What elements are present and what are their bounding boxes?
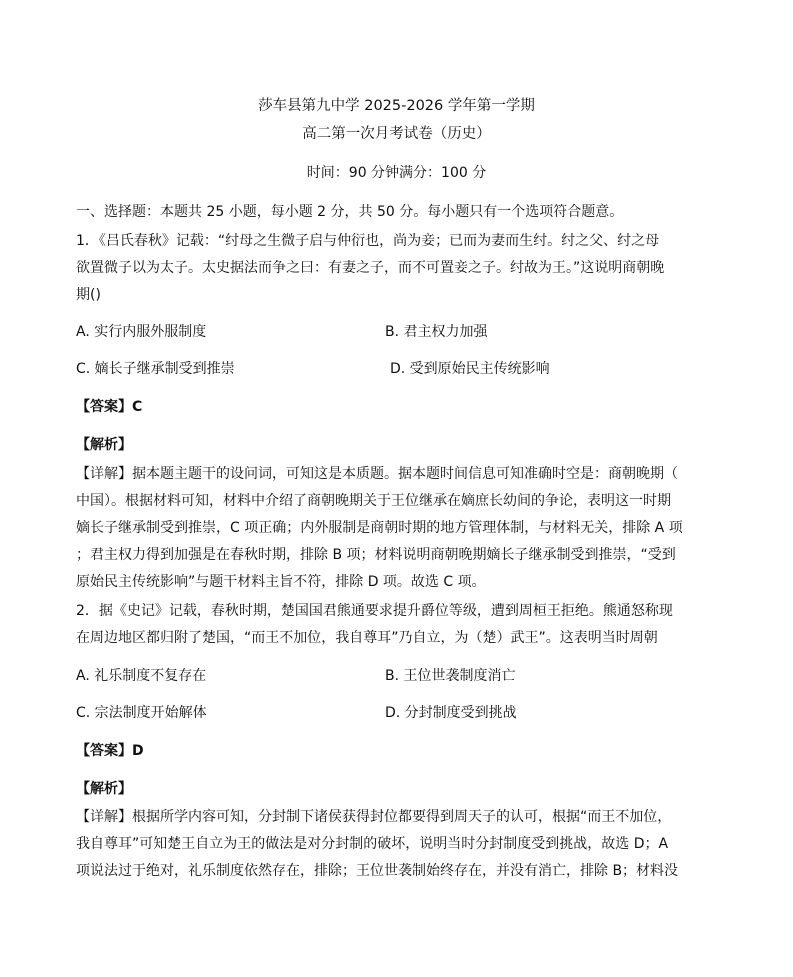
- q1-option-b: B. 君主权力加强: [385, 324, 488, 340]
- q1-stem-line-1: 1．《吕氏春秋》记载：“纣母之生微子启与仲衍也，尚为妾；已而为妻而生纣。纣之父、纣之母: [76, 233, 660, 249]
- q2-detail-line-1: 【详解】根据所学内容可知，分封制下诸侯获得封位都要得到周天子的认可，根据“而王不加位，: [76, 809, 672, 825]
- q2-option-c: C. 宗法制度开始解体: [76, 705, 207, 721]
- q2-option-d: D. 分封制度受到挑战: [385, 705, 517, 721]
- q1-detail-line-3: 嫡长子继承制受到推崇，C 项正确；内外服制是商朝时期的地方管理体制，与材料无关，排除 A 项: [76, 520, 683, 536]
- q2-detail-line-2: 我自尊耳”可知楚王自立为王的做法是对分封制的破坏，说明当时分封制度受到挑战，故选 D；A: [76, 836, 669, 852]
- q1-option-c: C. 嫡长子继承制受到推崇: [76, 361, 235, 377]
- q2-stem-line-2: 在周边地区都归附了楚国，“而王不加位，我自尊耳”乃自立，为（楚）武王”。这表明当时周朝: [76, 630, 658, 646]
- q1-stem-line-3: 期(): [76, 287, 101, 303]
- school-semester-line: 莎车县第九中学 2025-2026 学年第一学期: [258, 98, 535, 114]
- q1-stem-line-2: 欲置微子以为太子。太史据法而争之曰：有妻之子，而不可置妾之子。纣故为王。”这说明商朝晚: [76, 260, 665, 276]
- q1-option-d: D. 受到原始民主传统影响: [390, 361, 550, 377]
- section-instruction: 一、选择题：本题共 25 小题，每小题 2 分，共 50 分。每小题只有一个选项符合题意。: [76, 204, 624, 220]
- q2-detail-line-3: 项说法过于绝对，礼乐制度依然存在，排除；王位世袭制始终存在，并没有消亡，排除 B；材料没: [76, 863, 679, 879]
- q2-stem-line-1: 2．据《史记》记载，春秋时期，楚国国君熊通要求提升爵位等级，遭到周桓王拒绝。熊通怒称现: [76, 603, 673, 619]
- q2-option-a: A. 礼乐制度不复存在: [76, 668, 207, 684]
- q2-answer: 【答案】D: [76, 743, 144, 759]
- q1-analysis-label: 【解析】: [76, 437, 132, 453]
- q1-option-a: A. 实行内服外服制度: [76, 324, 207, 340]
- time-score-line: 时间：90 分钟满分：100 分: [306, 165, 487, 181]
- exam-title: 高二第一次月考试卷（历史）: [302, 126, 491, 142]
- q1-detail-line-5: 原始民主传统影响”与题干材料主旨不符，排除 D 项。故选 C 项。: [76, 574, 486, 590]
- q2-option-b: B. 王位世袭制度消亡: [385, 668, 516, 684]
- q1-detail-line-4: ；君主权力得到加强是在春秋时期，排除 B 项；材料说明商朝晚期嫡长子继承制受到推崇，“受到: [76, 547, 676, 563]
- q1-detail-line-1: 【详解】据本题主题干的设问词，可知这是本质题。据本题时间信息可知准确时空是：商朝晚期（: [76, 466, 678, 482]
- q1-answer: 【答案】C: [76, 399, 143, 415]
- q1-detail-line-2: 中国）。根据材料可知，材料中介绍了商朝晚期关于王位继承在嫡庶长幼间的争论，表明这一时期: [76, 493, 671, 509]
- q2-analysis-label: 【解析】: [76, 781, 132, 797]
